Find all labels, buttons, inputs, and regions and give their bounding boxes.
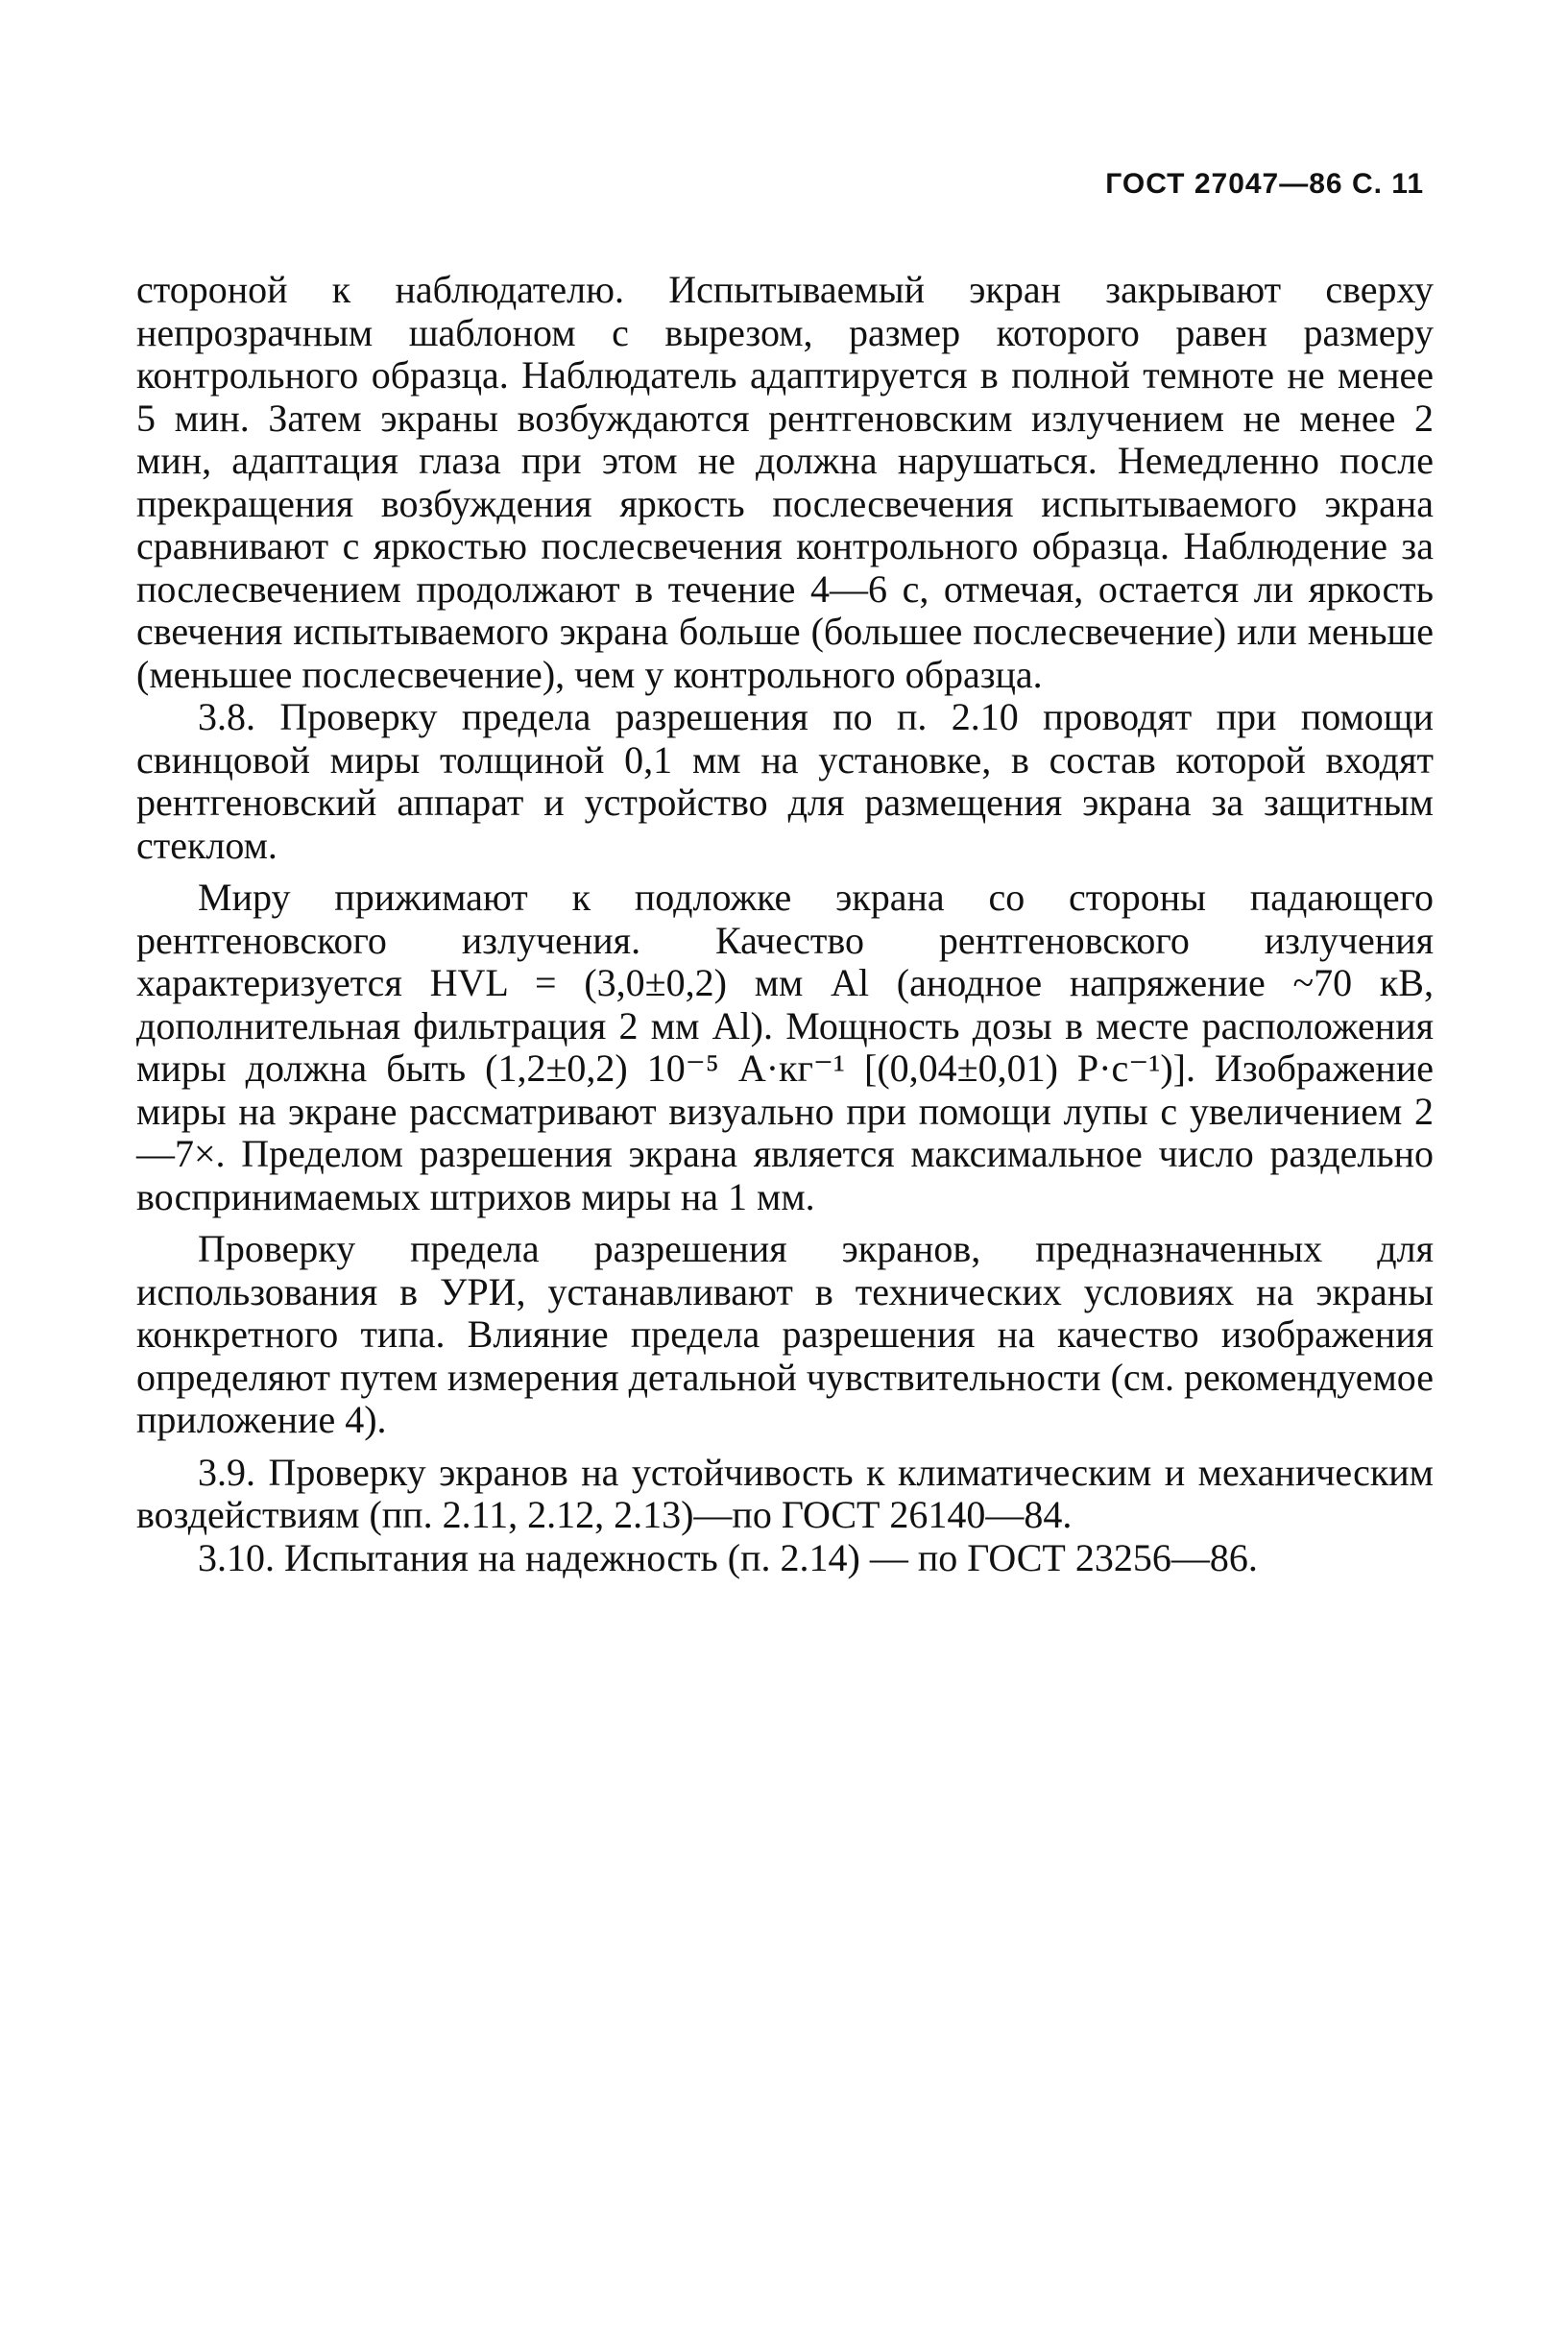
paragraph-afterglow-test: стороной к наблюдателю. Испытываемый экран закрывают сверху непрозрачным шаблоном с вырезом, размер которого равен размеру контрольного образца. Наблюдатель адаптируется в полной темноте не менее 5 мин. Затем экраны возбуждаются рентгеновским излучением не менее 2 мин, адаптация глаза при этом не должна нарушаться. Немедленно после прекращения возбуждения яркость послесвечения испытываемого экрана сравнивают с яркостью послесвечения контрольного образца. Наблюдение за послесвечением продолжают в течение 4—6 с, отмечая, остается ли яркость свечения испытываемого экрана больше (большее послесвечение) или меньше (меньшее послесвечение), чем у контрольного образца.: [136, 268, 1434, 696]
document-body: [136, 269, 1434, 1579]
paragraph-uri-screens: Проверку предела разрешения экранов, предназначенных для использования в УРИ, устанавливают в технических условиях на экраны конкретного типа. Влияние предела разрешения на качество изображения определяют путем измерения детальной чувствительности (см. рекомендуемое приложение 4).: [136, 1227, 1434, 1441]
paragraph-3-10-reliability-test: 3.10. Испытания на надежность (п. 2.14) — по ГОСТ 23256—86.: [198, 1535, 1258, 1579]
paragraph-3-8-resolution-check: 3.8. Проверку предела разрешения по п. 2.10 проводят при помощи свинцовой миры толщиной 0,1 мм на установке, в состав которой входят рентгеновский аппарат и устройство для размещения экрана за защитным стеклом.: [136, 695, 1434, 867]
paragraph-test-pattern-setup: Миру прижимают к подложке экрана со стороны падающего рентгеновского излучения. Качество рентгеновского излучения характеризуется HVL = (3,0±0,2) мм Al (анодное напряжение ~70 кВ, дополнительная фильтрация 2 мм Al). Мощность дозы в месте расположения миры должна быть (1,2±0,2) 10⁻⁵ А·кг⁻¹ [(0,04±0,01) Р·с⁻¹)]. Изображение миры на экране рассматривают визуально при помощи лупы с увеличением 2—7×. Пределом разрешения экрана является максимальное число раздельно воспринимаемых штрихов миры на 1 мм.: [136, 876, 1434, 1218]
running-header: ГОСТ 27047—86 С. 11: [1105, 168, 1424, 200]
paragraph-3-9-climatic-check: 3.9. Проверку экранов на устойчивость к климатическим и механическим воздействиям (пп. 2.11, 2.12, 2.13)—по ГОСТ 26140—84.: [136, 1450, 1434, 1536]
